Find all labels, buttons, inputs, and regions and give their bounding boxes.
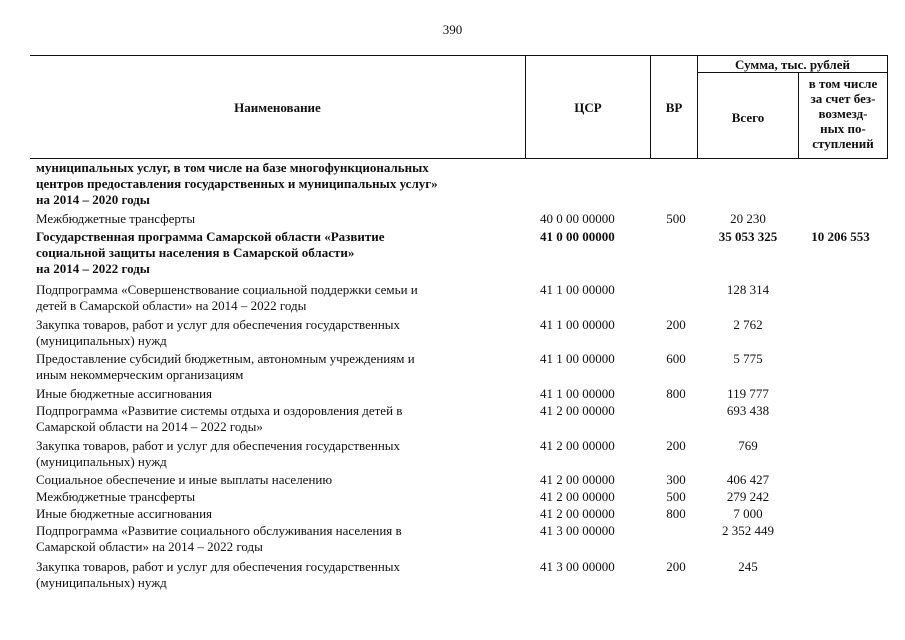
row-name [36, 229, 526, 277]
row-name [36, 211, 526, 227]
header-vr: ВР [665, 100, 683, 115]
header-top-border [30, 55, 888, 56]
row-name-line: на 2014 – 2022 годы [36, 261, 150, 276]
row-vr: 200 [666, 438, 686, 453]
row-csr: 41 2 00 00000 [540, 403, 615, 418]
row-total: 119 777 [727, 386, 769, 401]
row-total: 769 [738, 438, 758, 453]
row-vr: 300 [666, 472, 686, 487]
row-csr: 40 0 00 00000 [540, 211, 615, 226]
row-name-line: Закупка товаров, работ и услуг для обеспечения государственных [36, 559, 401, 574]
row-name-line: Закупка товаров, работ и услуг для обеспечения государственных [36, 317, 401, 332]
page-number: 390 [442, 22, 463, 37]
row-vr: 800 [666, 386, 686, 401]
row-name [36, 472, 526, 488]
row-name [36, 523, 526, 555]
row-total: 693 438 [726, 403, 770, 418]
header-free-line: ных по- [820, 121, 866, 136]
row-csr: 41 2 00 00000 [540, 506, 615, 521]
row-total: 2 352 449 [722, 523, 774, 538]
row-name [36, 386, 526, 402]
header-free-line: ступлений [812, 136, 874, 151]
row-name-line: Иные бюджетные ассигнования [36, 506, 213, 521]
row-total: 406 427 [726, 472, 770, 487]
row-csr: 41 1 00 00000 [540, 317, 615, 332]
row-vr: 800 [666, 506, 686, 521]
row-csr: 41 3 00 00000 [540, 523, 615, 538]
header-name: Наименование [234, 100, 321, 115]
row-vr: 500 [666, 489, 686, 504]
header-bottom-border [30, 158, 888, 159]
header-free-line: возмезд- [818, 106, 868, 121]
row-name-line: детей в Самарской области» на 2014 – 2022 годы [36, 298, 307, 313]
row-total: 35 053 325 [718, 229, 778, 244]
row-name-line: иным некоммерческим организациям [36, 367, 244, 382]
row-name-line: муниципальных услуг, в том числе на базе многофункциональных [36, 160, 429, 175]
row-name [36, 317, 526, 349]
row-vr: 200 [666, 317, 686, 332]
row-name-line: (муниципальных) нужд [36, 333, 167, 348]
row-total: 128 314 [726, 282, 770, 297]
row-name-line: Межбюджетные трансферты [36, 211, 196, 226]
row-name-line: (муниципальных) нужд [36, 575, 167, 590]
row-vr: 500 [666, 211, 686, 226]
row-csr: 41 1 00 00000 [540, 351, 615, 366]
row-csr: 41 1 00 00000 [540, 386, 615, 401]
header-free [799, 76, 887, 151]
row-name-line: на 2014 – 2020 годы [36, 192, 150, 207]
header-total: Всего [731, 110, 765, 125]
row-total: 20 230 [730, 211, 766, 226]
row-name-line: Подпрограмма «Совершенствование социальной поддержки семьи и [36, 282, 418, 297]
row-total: 245 [738, 559, 758, 574]
row-csr: 41 2 00 00000 [540, 472, 615, 487]
row-name [36, 489, 526, 505]
row-name [36, 160, 526, 208]
row-vr: 600 [666, 351, 686, 366]
row-name [36, 559, 526, 591]
row-name-line: Предоставление субсидий бюджетным, автономным учреждениям и [36, 351, 415, 366]
row-vr: 200 [666, 559, 686, 574]
row-name-line: Подпрограмма «Развитие социального обслуживания населения в [36, 523, 402, 538]
row-name-line: Самарской области на 2014 – 2022 годы» [36, 419, 263, 434]
header-free-line: за счет без- [810, 91, 876, 106]
row-free: 10 206 553 [811, 229, 870, 244]
row-name-line: Государственная программа Самарской области «Развитие [36, 229, 385, 244]
row-name-line: Социальное обеспечение и иные выплаты населению [36, 472, 333, 487]
row-name [36, 403, 526, 435]
row-total: 2 762 [733, 317, 763, 332]
row-name-line: (муниципальных) нужд [36, 454, 167, 469]
row-name [36, 351, 526, 383]
row-csr: 41 0 00 00000 [540, 229, 615, 244]
row-total: 279 242 [726, 489, 770, 504]
row-name [36, 506, 526, 522]
row-name-line: Межбюджетные трансферты [36, 489, 196, 504]
row-csr: 41 1 00 00000 [540, 282, 615, 297]
row-total: 7 000 [733, 506, 763, 521]
row-csr: 41 3 00 00000 [540, 559, 615, 574]
row-csr: 41 2 00 00000 [540, 489, 615, 504]
row-name-line: Самарской области» на 2014 – 2022 годы [36, 539, 263, 554]
row-name-line: Закупка товаров, работ и услуг для обеспечения государственных [36, 438, 401, 453]
row-name-line: Иные бюджетные ассигнования [36, 386, 213, 401]
header-free-line: в том числе [808, 76, 878, 91]
row-name-line: центров предоставления государственных и муниципальных услуг» [36, 176, 438, 191]
header-sum: Сумма, тыс. рублей [735, 57, 850, 72]
row-csr: 41 2 00 00000 [540, 438, 615, 453]
row-name-line: Подпрограмма «Развитие системы отдыха и оздоровления детей в [36, 403, 403, 418]
row-name [36, 438, 526, 470]
row-total: 5 775 [733, 351, 763, 366]
header-csr: ЦСР [574, 100, 602, 115]
row-name-line: социальной защиты населения в Самарской области» [36, 245, 355, 260]
sum-underline [697, 72, 888, 73]
divider-right-edge [887, 55, 888, 159]
row-name [36, 282, 526, 314]
